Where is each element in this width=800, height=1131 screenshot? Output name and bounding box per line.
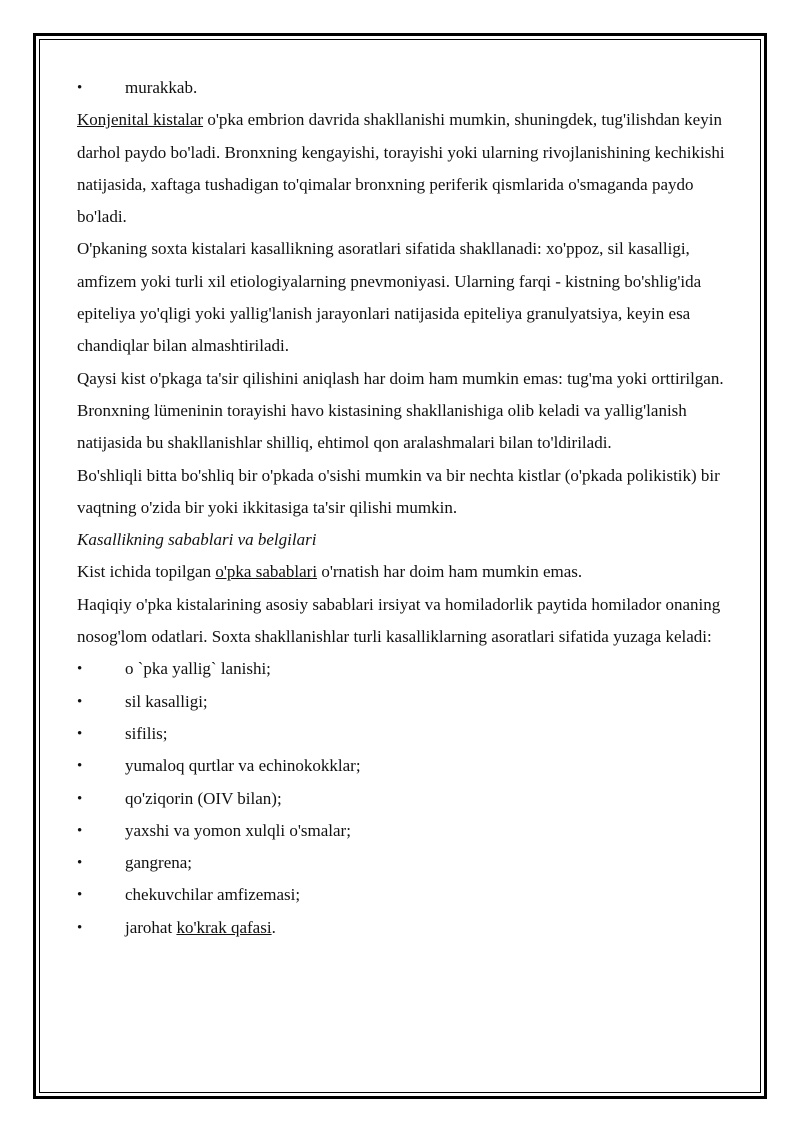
bullet-icon: • (77, 725, 83, 742)
chest-link[interactable]: ko'krak qafasi (176, 917, 272, 937)
list-item (77, 686, 727, 718)
list-item-text: sil kasalligi; (125, 691, 208, 711)
list-item-text: gangrena; (125, 853, 193, 873)
list-item (77, 750, 727, 782)
list-item-text: . (271, 917, 276, 937)
list-item-text: murakkab. (125, 78, 198, 97)
bullet-icon: • (77, 661, 83, 678)
lung-causes-link[interactable]: o'pka sabablari (215, 562, 318, 582)
bullet-icon: • (77, 887, 83, 904)
list-item (77, 72, 727, 104)
paragraph-text: Kist ichida topilgan (77, 562, 216, 582)
bullet-icon: • (77, 822, 83, 839)
congenital-cysts-link[interactable]: Konjenital kistalar (77, 110, 204, 130)
paragraph-text: o'pka embrion davrida shakllanishi mumkin, shuningdek, tug'ilishdan keyin darhol paydo bo'ladi. Bronxning kengayishi, torayishi yoki ularning rivojlanishining kechikishi natijasida, xaftaga tushadigan to'qimalar bronxning periferik qismlarida o'smaganda paydo bo'ladi. (77, 110, 725, 227)
bullet-icon: • (77, 919, 83, 936)
list-item-text: o `pka yallig` lanishi; (125, 659, 271, 679)
paragraph-text: o'rnatish har doim ham mumkin emas. (317, 562, 583, 582)
paragraph-polycystic: Bo'shliqli bitta bo'shliq bir o'pkada o'sishi mumkin va bir nechta kistlar (o'pkada polikistik) bir vaqtning o'zida bir yoki ikkitasiga ta'sir qilishi mumkin. (77, 465, 720, 517)
paragraph-cyst-type: Qaysi kist o'pkaga ta'sir qilishini aniqlash har doim ham mumkin emas: tug'ma yoki orttirilgan. Bronxning lümeninin torayishi havo kistasining shakllanishiga olib keladi va yallig'lanish natijasida bu shakllanishlar shilliq, ehtimol qon aralashmalari bilan to'ldiriladi. (77, 368, 724, 453)
paragraph-causes-intro (77, 556, 727, 588)
paragraph-congenital-cysts (77, 104, 727, 233)
list-item (77, 718, 727, 750)
bullet-icon: • (77, 758, 83, 775)
list-item-text: yaxshi va yomon xulqli o'smalar; (125, 820, 351, 840)
bullet-icon: • (77, 80, 83, 96)
paragraph-true-cysts: Haqiqiy o'pka kistalarining asosiy sabablari irsiyat va homiladorlik paytida homilador onaning nosog'lom odatlari. Soxta shakllanishlar turli kasalliklarning asoratlari sifatida yuzaga keladi: (77, 594, 721, 647)
list-item-text: sifilis; (125, 723, 168, 743)
bullet-icon: • (77, 790, 83, 807)
list-item-text: yumaloq qurtlar va echinokokklar; (125, 756, 361, 776)
causes-list (77, 653, 727, 944)
list-item (77, 912, 727, 944)
list-item-text: qo'ziqorin (OIV bilan); (125, 788, 282, 808)
list-item (77, 815, 727, 847)
bullet-icon: • (77, 855, 83, 872)
list-item (77, 879, 727, 911)
list-item (77, 847, 727, 879)
list-item (77, 783, 727, 815)
paragraph-false-cysts: O'pkaning soxta kistalari kasallikning asoratlari sifatida shakllanadi: xo'ppoz, sil kasalligi, amfizem yoki turli xil etiologiyalarning pnevmoniyasi. Ularning farqi - kistning bo'shlig'ida epiteliya yo'qligi yoki yallig'lanish jarayonlari natijasida epiteliya granulyatsiya, keyin esa chandiqlar bilan almashtiriladi. (77, 239, 702, 356)
intro-list (77, 72, 727, 104)
list-item-text: chekuvchilar amfizemasi; (125, 885, 301, 905)
list-item (77, 653, 727, 685)
bullet-icon: • (77, 693, 83, 710)
list-item-text: jarohat (125, 917, 177, 937)
document-body (77, 72, 727, 944)
section-heading: Kasallikning sabablari va belgilari (77, 530, 317, 550)
